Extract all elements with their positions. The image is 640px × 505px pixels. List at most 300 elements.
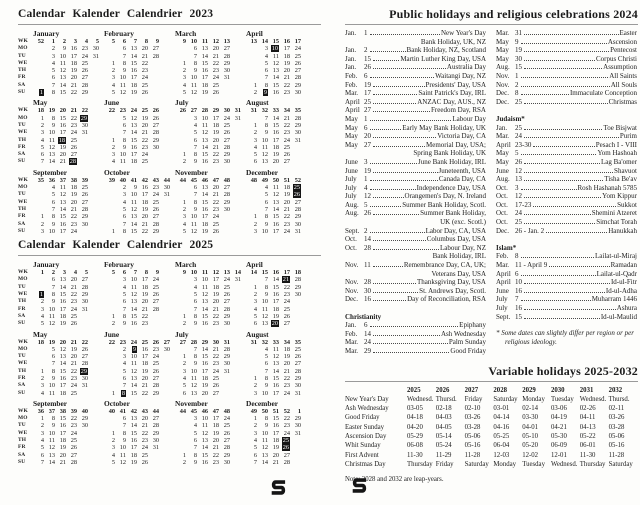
date-cell: 29: [81, 415, 88, 423]
dot-leader: [370, 51, 406, 52]
date-cell: [290, 298, 301, 305]
date-cell: 30: [294, 382, 301, 390]
date-cell: 8: [193, 59, 197, 67]
date-cell: 1: [253, 374, 257, 382]
date-row: [175, 313, 246, 320]
holiday-name-continued: UK (exc. Scotl.): [440, 218, 486, 227]
dot-leader: [521, 94, 569, 95]
date-cell: 10: [261, 389, 268, 397]
date-cell: [33, 191, 44, 198]
holiday-name: Toe Bisjwat: [603, 123, 637, 132]
dot-leader: [370, 34, 440, 35]
date-cell: 27: [70, 451, 77, 459]
date-cell: 13: [201, 45, 208, 53]
holiday-item: [496, 201, 637, 210]
day-label: TU: [18, 52, 26, 59]
holiday-day: 15: [515, 63, 522, 72]
holiday-item: [345, 244, 486, 253]
date-row: [246, 74, 317, 81]
date-cell: 23: [152, 345, 159, 353]
holiday-month: July: [345, 175, 357, 184]
date-cell: 12: [48, 444, 55, 452]
date-cell: 10: [190, 213, 197, 221]
day-label: SU: [18, 227, 26, 234]
date-cell: 6: [51, 276, 55, 284]
date-row: [246, 122, 317, 129]
date-cell: 15: [201, 451, 208, 459]
week-number-row: [175, 177, 246, 184]
date-cell: [159, 206, 170, 213]
week-number: 16: [272, 269, 279, 277]
date-cell: 19: [59, 444, 66, 452]
date-row: [175, 67, 246, 74]
table-value: 06-08: [407, 442, 423, 450]
week-number: 15: [272, 38, 279, 45]
variable-holidays-table: [345, 386, 638, 470]
date-cell: 19: [272, 444, 279, 452]
month-name: August: [246, 329, 269, 339]
date-cell: [175, 298, 186, 305]
date-cell: 25: [223, 121, 230, 129]
date-row: [175, 137, 246, 144]
holiday-name: Independence Day, USA: [416, 183, 486, 192]
week-number-row: [33, 269, 104, 276]
date-cell: 9: [51, 374, 55, 382]
week-number: 52: [37, 38, 44, 45]
week-number: 6: [122, 38, 126, 45]
holiday-day: 5: [515, 149, 519, 158]
date-cell: 20: [272, 451, 279, 459]
day-label: FR: [18, 143, 26, 150]
date-cell: 10: [48, 382, 55, 390]
week-number-row: [175, 107, 246, 114]
holiday-name: Simchat Torah: [596, 218, 637, 227]
holiday-item: [345, 201, 486, 210]
date-cell: 24: [81, 52, 88, 60]
holiday-name: Tisha Be'av: [604, 175, 637, 184]
date-cell: 24: [70, 382, 77, 390]
date-cell: 2: [253, 129, 257, 137]
month-band: [18, 330, 321, 397]
date-cell: 22: [283, 374, 290, 382]
date-cell: 24: [283, 136, 290, 144]
date-cell: [104, 213, 115, 220]
table-value: 03-06: [550, 405, 567, 413]
date-cell: 24: [283, 429, 290, 437]
holiday-name: Hanukkah: [608, 226, 637, 235]
date-row: [175, 206, 246, 213]
table-value: 03-28: [464, 423, 481, 431]
holiday-name: Orangemen's Day, N. Ireland: [404, 192, 486, 201]
month-march: [175, 260, 246, 327]
month-june: [104, 98, 175, 165]
date-row: [33, 459, 104, 466]
date-cell: 16: [130, 320, 137, 328]
weekday-labels: [18, 98, 33, 165]
date-cell: 22: [283, 415, 290, 423]
date-cell: 29: [223, 59, 230, 67]
date-row: [246, 276, 317, 283]
date-cell: 6: [51, 353, 55, 361]
date-cell: 10: [261, 429, 268, 437]
date-cell: 29: [223, 151, 230, 159]
date-cell: 22: [283, 283, 290, 291]
date-cell: 26: [70, 444, 77, 452]
date-cell: [104, 360, 115, 367]
week-number: 45: [190, 407, 197, 415]
holiday-name-continued: Veterans Day, USA: [431, 269, 486, 278]
dot-leader: [524, 129, 602, 130]
week-number: 35: [294, 107, 301, 115]
holiday-day: 25: [515, 218, 522, 227]
date-cell: 20: [283, 198, 290, 206]
date-cell: 15: [130, 227, 137, 235]
date-row: [33, 382, 104, 389]
date-cell: 6: [122, 121, 126, 129]
dot-leader: [524, 137, 619, 138]
holiday-day: 15: [364, 54, 371, 63]
date-cell: 11: [272, 345, 279, 353]
date-row: [33, 89, 104, 96]
date-cell: 22: [70, 114, 77, 122]
dot-leader: [373, 283, 416, 284]
date-row: [33, 191, 104, 198]
date-cell: 26: [81, 67, 88, 75]
date-cell: [175, 53, 186, 60]
day-label: SA: [18, 382, 26, 389]
week-number: 34: [283, 338, 290, 346]
date-cell: [257, 89, 268, 96]
date-cell: 7: [264, 74, 268, 82]
date-cell: 4: [182, 81, 186, 89]
date-cell: 25: [212, 81, 219, 89]
date-cell: 1: [182, 198, 186, 206]
table-value: 03-05: [407, 405, 423, 413]
date-cell: 16: [272, 291, 279, 299]
holiday-month: Mar.: [345, 338, 359, 347]
holiday-item: [496, 184, 637, 193]
week-number: 33: [272, 338, 279, 346]
label-spacer: [18, 98, 33, 107]
week-number: 8: [144, 269, 148, 277]
date-cell: 14: [272, 367, 279, 375]
week-number: 1: [297, 407, 301, 415]
holiday-name: Remembrance Day, CA, UK;: [403, 261, 486, 270]
date-cell: [33, 360, 44, 367]
week-number: 5: [84, 269, 88, 277]
week-number: 30: [223, 107, 230, 115]
date-cell: 6: [264, 360, 268, 368]
month-january: [33, 29, 104, 96]
dot-leader: [373, 335, 440, 336]
date-cell: [77, 151, 88, 158]
dot-leader: [373, 292, 418, 293]
dot-leader: [521, 154, 597, 155]
holiday-month: Feb.: [345, 71, 358, 80]
date-cell: 20: [212, 45, 219, 53]
date-cell: [88, 60, 99, 67]
table-value: Saturday: [464, 460, 489, 468]
date-cell: 18: [272, 143, 279, 151]
week-number: 18: [294, 269, 301, 277]
date-cell: [33, 53, 44, 60]
holiday-day: 20: [364, 132, 371, 141]
holiday-item: [496, 313, 637, 322]
date-cell: 28: [81, 81, 88, 89]
date-cell: 4: [182, 220, 186, 228]
date-cell: 28: [223, 143, 230, 151]
holiday-day: 26: [364, 209, 371, 218]
week-number: 47: [212, 407, 219, 415]
date-cell: 2: [122, 184, 126, 192]
week-number: 13: [223, 38, 230, 45]
date-cell: 31: [81, 129, 88, 137]
date-cell: 26: [212, 382, 219, 390]
week-number: 52: [283, 407, 290, 415]
date-cell: 12: [201, 291, 208, 299]
date-cell: [104, 422, 115, 429]
holiday-name: Columbus Day, USA: [426, 235, 486, 244]
month-band: [18, 98, 321, 165]
date-row: [33, 375, 104, 382]
row-label: Christmas Day: [345, 460, 386, 468]
date-cell: 27: [152, 121, 159, 129]
date-row: [33, 158, 104, 165]
label-spacer: [18, 399, 33, 408]
date-cell: [148, 74, 159, 81]
month-name: December: [246, 167, 279, 177]
date-cell: 21: [59, 158, 66, 166]
date-cell: 4: [193, 422, 197, 430]
week-number: 49: [250, 407, 257, 415]
date-cell: 25: [223, 283, 230, 291]
week-number: 18: [37, 338, 44, 346]
date-cell: 20: [70, 198, 77, 206]
month-december: [246, 399, 317, 466]
month-march: [175, 29, 246, 96]
date-cell: 31: [234, 276, 241, 284]
date-cell: 3: [51, 52, 55, 60]
date-cell: 26: [294, 353, 301, 361]
date-cell: 19: [212, 291, 219, 299]
week-number: 49: [261, 176, 268, 184]
date-row: [104, 382, 175, 389]
date-row: [175, 221, 246, 228]
date-cell: 23: [81, 45, 88, 53]
date-row: [246, 320, 317, 327]
date-cell: 28: [81, 360, 88, 368]
dot-leader: [373, 214, 419, 215]
holiday-month: Aug.: [345, 209, 359, 218]
date-cell: 5: [264, 353, 268, 361]
section-header: Christianity: [345, 312, 382, 321]
week-number: 27: [163, 338, 170, 346]
date-cell: 17: [141, 276, 148, 284]
date-cell: 5: [40, 143, 44, 151]
week-number-row: [175, 339, 246, 346]
holiday-name: Victoria Day, CA: [437, 132, 486, 141]
date-cell: 21: [283, 205, 290, 213]
day-label: TU: [18, 121, 26, 128]
holiday-month: June: [496, 286, 509, 295]
date-cell: 4: [111, 158, 115, 166]
dot-leader: [521, 300, 591, 301]
date-row: [104, 53, 175, 60]
week-number: 7: [133, 269, 137, 277]
date-row: [175, 298, 246, 305]
week-number: 20: [59, 107, 66, 115]
date-cell: 26: [294, 59, 301, 67]
month-april: [246, 260, 317, 327]
holiday-item: [496, 81, 637, 90]
date-cell: [175, 184, 186, 191]
date-cell: 21: [212, 52, 219, 60]
date-cell: [175, 284, 186, 291]
date-cell: 10: [190, 74, 197, 82]
date-cell: 30: [81, 298, 88, 306]
table-value: Monday: [522, 395, 545, 403]
date-cell: 20: [70, 74, 77, 82]
date-cell: 28: [223, 345, 230, 353]
date-cell: [230, 298, 241, 305]
week-number: 22: [108, 338, 115, 346]
date-cell: 9: [193, 320, 197, 328]
date-cell: 10: [130, 276, 137, 284]
date-cell: 26: [212, 227, 219, 235]
date-cell: 26: [152, 114, 159, 122]
date-cell: 26: [152, 291, 159, 299]
date-cell: 24: [152, 353, 159, 361]
date-cell: 19: [201, 89, 208, 97]
date-cell: 3: [253, 389, 257, 397]
row-label: Ascension Day: [345, 433, 387, 441]
holiday-name: Waitangi Day, NZ: [435, 71, 486, 80]
table-value: 04-03: [435, 414, 452, 422]
weekday-labels: [18, 260, 33, 327]
date-cell: 6: [182, 389, 186, 397]
date-cell: [104, 382, 115, 389]
date-cell: 14: [272, 276, 279, 284]
date-row: [104, 191, 175, 198]
holiday-day: 16: [515, 304, 522, 312]
date-cell: 16: [59, 220, 66, 228]
table-value: 05-10: [522, 433, 539, 441]
table-value: 02-14: [522, 405, 539, 413]
date-cell: 4: [193, 121, 197, 129]
date-cell: 2: [182, 320, 186, 328]
date-cell: [77, 313, 88, 320]
date-cell: 19: [70, 191, 77, 199]
date-cell: [290, 191, 301, 198]
date-cell: 30: [223, 158, 230, 166]
week-number: 27: [179, 338, 186, 346]
week-number: 48: [223, 407, 230, 415]
date-cell: 5: [111, 89, 115, 97]
holiday-item: [496, 149, 637, 158]
date-cell: 12: [190, 382, 197, 390]
date-row: [175, 115, 246, 122]
month-name: January: [33, 260, 60, 270]
date-cell: 21: [70, 81, 77, 89]
date-row: [246, 375, 317, 382]
date-row: [33, 353, 104, 360]
date-cell: 6: [253, 320, 257, 328]
table-value: 11-28: [464, 451, 481, 459]
day-label: MO: [18, 415, 28, 422]
date-cell: 6: [40, 151, 44, 159]
date-cell: 4: [264, 345, 268, 353]
date-cell: 13: [190, 389, 197, 397]
date-cell: 13: [130, 374, 137, 382]
date-row: [175, 422, 246, 429]
date-cell: 7: [51, 205, 55, 213]
date-cell: 3: [182, 74, 186, 82]
week-number: 11: [202, 269, 208, 277]
holiday-day: 28: [364, 278, 371, 287]
week-number: 37: [48, 407, 55, 415]
date-row: [104, 459, 175, 466]
date-cell: 11: [48, 437, 55, 445]
date-cell: 26: [70, 320, 77, 328]
date-cell: [290, 306, 301, 313]
holiday-month: June: [496, 166, 509, 175]
date-cell: 24: [283, 389, 290, 397]
date-cell: 15: [59, 415, 66, 423]
date-cell: [66, 158, 77, 165]
date-cell: 15: [201, 198, 208, 206]
date-cell: 21: [141, 52, 148, 60]
date-cell: 11: [190, 81, 197, 89]
date-row: [33, 213, 104, 220]
date-cell: 9: [264, 422, 268, 430]
brand-logo-icon: [351, 478, 368, 493]
table-value: 04-01: [522, 423, 539, 431]
table-row: [345, 423, 638, 432]
date-cell: 23: [283, 89, 290, 97]
table-value: Thursd.: [608, 395, 630, 403]
date-row: [246, 360, 317, 367]
date-row: [246, 228, 317, 235]
date-cell: [290, 452, 301, 459]
day-label: SU: [18, 389, 26, 396]
date-cell: 4: [122, 283, 126, 291]
table-value: 02-10: [464, 405, 481, 413]
date-cell: 28: [152, 52, 159, 60]
date-cell: 2: [111, 143, 115, 151]
date-cell: 30: [294, 220, 301, 228]
date-cell: 31: [294, 429, 301, 437]
date-cell: 25: [141, 451, 148, 459]
date-cell: 7: [193, 143, 197, 151]
week-number: 7: [133, 38, 137, 45]
date-cell: 24: [152, 191, 159, 199]
month-name: March: [175, 260, 197, 270]
date-cell: 14: [261, 458, 268, 466]
table-value: 03-01: [493, 405, 510, 413]
date-cell: [246, 353, 257, 360]
table-value: 03-28: [608, 423, 625, 431]
date-cell: 31: [294, 389, 301, 397]
week-number-row: [246, 107, 317, 114]
date-row: [175, 346, 246, 353]
week-number: 47: [212, 176, 219, 184]
week-number: 16: [283, 38, 290, 45]
month-name: September: [33, 167, 68, 177]
date-cell: 27: [294, 198, 301, 206]
week-number: 21: [70, 107, 77, 115]
date-row: [33, 82, 104, 89]
date-cell: 4: [111, 451, 115, 459]
